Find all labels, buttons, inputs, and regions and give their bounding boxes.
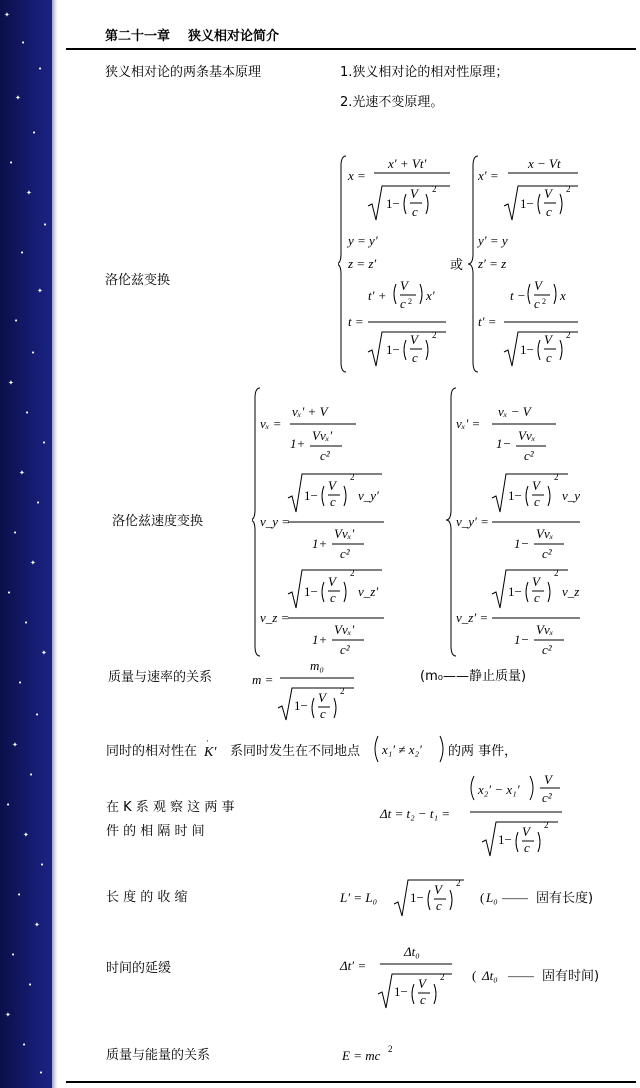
star-icon: • [13,529,18,537]
star-icon: ✦ [8,379,14,387]
svg-text:x′: x′ [426,288,435,303]
svg-text:v_z =: v_z = [260,610,290,625]
lorentz-transform-equations [338,148,638,380]
svg-text:2: 2 [440,972,445,982]
star-icon: • [20,249,25,257]
star-icon: ✦ [41,649,47,657]
star-icon: ✦ [26,189,32,197]
proper-time-note: 固有时间) [542,969,600,984]
time-dilation-label: 时间的延缓 [106,961,172,976]
svg-text:V: V [534,278,542,293]
svg-text:Vvₓ: Vvₓ [536,526,554,541]
svg-text:v_y′: v_y′ [358,488,379,503]
svg-text:c: c [436,898,442,913]
mass-energy-equation [340,1040,420,1066]
svg-text:c: c [420,992,426,1007]
svg-text:c: c [546,350,552,365]
svg-text:Δt′ =: Δt′ = [340,958,367,973]
svg-text:1−: 1− [514,632,530,647]
svg-text:L₀: L₀ [486,890,498,905]
svg-text:1−: 1− [498,832,512,847]
svg-text:1−: 1− [514,536,530,551]
chapter-number: 第二十一章 [105,29,171,44]
svg-text:2: 2 [542,297,546,306]
star-icon: • [28,981,33,989]
svg-text:V: V [434,882,442,897]
svg-text:vₓ =: vₓ = [260,416,282,431]
svg-text:1−: 1− [394,984,408,999]
svg-text:1−: 1− [410,890,424,905]
svg-text:x₁′ ≠ x₂′: x₁′ ≠ x₂′ [382,742,422,757]
star-icon: • [38,65,43,73]
star-icon: • [25,409,30,417]
svg-text:Δt₀: Δt₀ [404,944,420,959]
star-icon: ✦ [19,469,25,477]
star-icon: • [11,951,16,959]
svg-text:c: c [400,296,406,311]
svg-text:2: 2 [432,184,437,194]
svg-text:x′ =: x′ = [478,168,499,183]
svg-text:V: V [328,574,336,589]
svg-text:x′ + Vt′: x′ + Vt′ [388,156,427,171]
proper-length-symbol [480,886,536,908]
svg-text:(: ( [472,968,477,983]
svg-text:1−: 1− [520,196,534,211]
principle-2: 2.光速不变原理。 [340,95,444,110]
principles-label: 狭义相对论的两条基本原理 [105,65,262,80]
svg-text:x₂′ − x₁′: x₂′ − x₁′ [478,782,520,797]
svg-text:c: c [524,840,530,855]
svg-text:c²: c² [542,790,552,805]
svg-text:c²: c² [524,448,534,463]
star-icon: • [18,679,23,687]
mass-velocity-equation [250,654,370,724]
svg-text:2: 2 [388,1044,393,1054]
svg-text:——: —— [502,890,528,905]
svg-text:2: 2 [408,297,412,306]
svg-text:2: 2 [554,568,559,578]
star-icon: ✦ [5,1011,11,1019]
svg-text:V: V [544,772,552,787]
star-icon: • [43,221,48,229]
svg-text:1−: 1− [304,584,318,599]
svg-text:Vvₓ′: Vvₓ′ [334,526,355,541]
star-icon: • [17,891,22,899]
star-icon: • [29,771,34,779]
svg-text:y′ = y: y′ = y [478,233,508,248]
svg-text:c: c [330,494,336,509]
star-icon: • [35,711,40,719]
svg-text:K′: K′ [204,745,217,760]
svg-text:c: c [330,590,336,605]
svg-text:c: c [534,494,540,509]
svg-text:x: x [560,288,566,303]
svg-text:c²: c² [340,546,350,561]
svg-text:V: V [318,690,326,705]
velocity-label: 洛伦兹速度变换 [112,514,204,529]
star-icon: • [40,861,45,869]
svg-text:1−: 1− [508,488,522,503]
svg-text:x − Vt: x − Vt [528,156,561,171]
svg-text:V: V [532,478,540,493]
svg-text:1−: 1− [386,196,400,211]
svg-text:1−: 1− [520,342,534,357]
svg-text:c²: c² [340,642,350,657]
svg-text:V: V [410,186,418,201]
star-icon: • [24,619,29,627]
svg-text:x =: x = [348,168,366,183]
svg-text:v_z′: v_z′ [358,584,379,599]
star-icon: ✦ [30,559,36,567]
svg-text:2: 2 [566,330,571,340]
star-icon: ✦ [37,287,43,295]
time-dilation-equation [338,940,462,1012]
star-icon: • [31,349,36,357]
star-icon: • [32,129,37,137]
svg-text:V: V [532,574,540,589]
rest-mass-note: (m₀——静止质量) [420,669,527,684]
svg-text:Δt = t₂ − t₁ =: Δt = t₂ − t₁ = [380,806,451,821]
svg-text:(: ( [480,890,485,905]
svg-text:m₀: m₀ [310,658,324,673]
svg-text:v_y: v_y [562,488,581,503]
mass-energy-label: 质量与能量的关系 [106,1048,211,1063]
svg-text:c: c [534,590,540,605]
svg-text:2: 2 [350,472,355,482]
star-icon: • [14,317,19,325]
star-icon: ✦ [12,741,18,749]
svg-text:1+: 1+ [312,536,328,551]
svg-text:vₓ′ =: vₓ′ = [456,416,481,431]
svg-text:v_y′ =: v_y′ = [456,514,489,529]
star-icon: • [21,39,26,47]
svg-text:V: V [522,824,530,839]
svg-text:V: V [400,278,408,293]
lorentz-label: 洛伦兹变换 [105,273,171,288]
svg-text:c: c [412,204,418,219]
simultaneity-text-mid: 系同时发生在不同地点 [230,744,361,759]
star-icon: • [22,1041,27,1049]
simultaneity-text-post: 的两 事件， [448,744,518,759]
svg-text:y = y′: y = y′ [348,233,378,248]
header-rule [66,48,636,50]
svg-text:1−: 1− [294,698,308,713]
velocity-transform-equations [252,384,592,664]
length-contraction-equation [338,870,478,920]
star-icon: • [42,439,47,447]
svg-text:c²: c² [542,546,552,561]
proper-length-note: 固有长度) [536,891,594,906]
svg-text:t −: t − [510,288,526,303]
svg-text:v_z′ =: v_z′ = [456,610,489,625]
star-icon: • [39,1069,44,1077]
svg-text:2: 2 [544,820,549,830]
svg-text:2: 2 [456,878,461,888]
svg-text:c²: c² [320,448,330,463]
proper-time-symbol [472,964,542,986]
interval-label-line1: 在 K 系 观 察 这 两 事 [106,800,235,815]
svg-text:2: 2 [340,686,345,696]
svg-text:c: c [534,296,540,311]
svg-text:2: 2 [350,568,355,578]
principle-1: 1.狭义相对论的相对性原理； [340,65,509,80]
sidebar-edge [52,0,58,1088]
svg-text:z′ = z: z′ = z [478,256,507,271]
svg-text:1−: 1− [508,584,522,599]
svg-text:v_z: v_z [562,584,580,599]
distinct-location-condition [372,732,448,766]
svg-text:c: c [412,350,418,365]
svg-text:1−: 1− [496,436,512,451]
svg-text:1+: 1+ [290,436,306,451]
svg-text:·: · [206,736,209,746]
interval-label-line2: 件 的 相 隔 时 间 [106,824,205,839]
svg-text:z = z′: z = z′ [348,256,377,271]
svg-text:Δt₀: Δt₀ [482,968,498,983]
svg-text:2: 2 [432,330,437,340]
svg-text:E = mc: E = mc [342,1048,381,1063]
svg-text:Vvₓ: Vvₓ [536,622,554,637]
svg-text:t =: t = [348,314,364,329]
length-contraction-label: 长 度 的 收 缩 [106,890,188,905]
svg-text:Vvₓ′: Vvₓ′ [312,428,333,443]
svg-text:m =: m = [252,672,274,687]
starry-sidebar [0,0,52,1088]
svg-text:1−: 1− [304,488,318,503]
svg-text:vₓ − V: vₓ − V [498,404,531,419]
svg-text:V: V [544,186,552,201]
star-icon: • [9,159,14,167]
svg-text:V: V [418,976,426,991]
svg-text:V: V [328,478,336,493]
star-icon: ✦ [23,831,29,839]
k-prime-symbol [202,736,230,764]
svg-text:1−: 1− [386,342,400,357]
star-icon: • [6,801,11,809]
svg-text:c²: c² [542,642,552,657]
svg-text:1+: 1+ [312,632,328,647]
star-icon: ✦ [4,11,10,19]
svg-text:——: —— [508,968,534,983]
svg-text:t′ =: t′ = [478,314,497,329]
svg-text:c: c [320,706,326,721]
mass-velocity-label: 质量与速率的关系 [108,670,213,685]
star-icon: • [36,499,41,507]
star-icon: • [7,589,12,597]
svg-text:Vvₓ′: Vvₓ′ [334,622,355,637]
svg-text:V: V [544,332,552,347]
svg-text:V: V [410,332,418,347]
footer-rule [66,1081,636,1083]
svg-text:L′ = L₀: L′ = L₀ [340,890,378,905]
svg-text:t′ +: t′ + [368,288,387,303]
star-icon: ✦ [15,94,21,102]
lorentz-or: 或 [450,258,464,273]
svg-text:2: 2 [554,472,559,482]
svg-text:Vvₓ: Vvₓ [518,428,536,443]
time-interval-equation [378,768,568,862]
svg-text:2: 2 [566,184,571,194]
star-icon: ✦ [34,921,40,929]
simultaneity-text-pre: 同时的相对性在 [106,744,198,759]
chapter-title: 狭义相对论简介 [188,29,280,44]
svg-text:v_y =: v_y = [260,514,291,529]
svg-text:c: c [546,204,552,219]
svg-text:vₓ′ + V: vₓ′ + V [292,404,328,419]
